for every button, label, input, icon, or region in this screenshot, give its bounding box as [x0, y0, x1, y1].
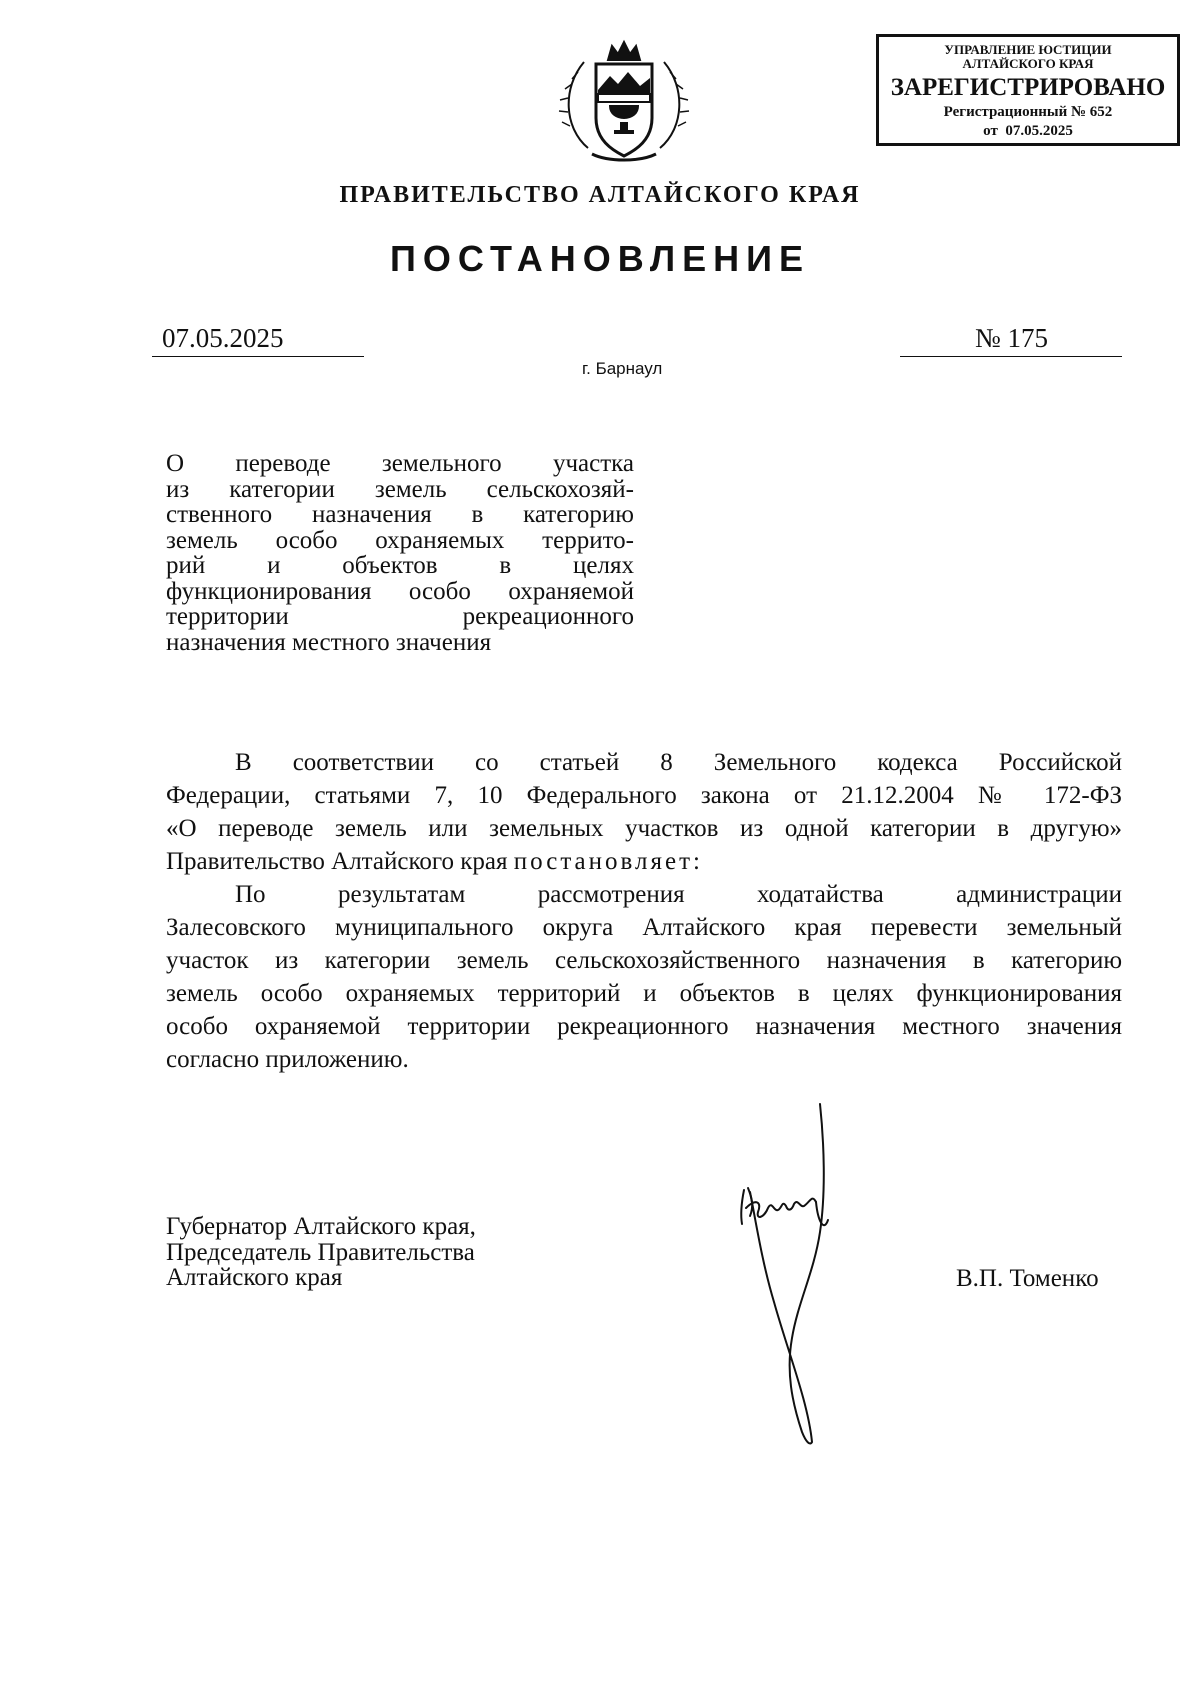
- signer-title-line: Алтайского края: [166, 1264, 343, 1291]
- registration-stamp: [876, 34, 1180, 146]
- government-title: ПРАВИТЕЛЬСТВО АЛТАЙСКОГО КРАЯ: [339, 182, 861, 208]
- subject-line: назначения местного значения: [166, 628, 492, 656]
- subject-line: О переводе земельного участка: [166, 450, 634, 477]
- document-body: [166, 746, 1122, 1076]
- document-type: ПОСТАНОВЛЕНИЕ: [390, 238, 810, 279]
- document-subject: [166, 451, 634, 655]
- subject-line: территории рекреационного: [166, 603, 634, 630]
- body-line: В соответствии со статьей 8 Земельного кодекса Российской: [235, 749, 1122, 776]
- stamp-org-line1: УПРАВЛЕНИЕ ЮСТИЦИИ: [944, 42, 1112, 57]
- resolution-verb: постановляет:: [513, 848, 703, 875]
- resolution-prefix: Правительство Алтайского края: [166, 848, 508, 875]
- document-date: 07.05.2025: [162, 323, 284, 353]
- body-line: земель особо охраняемых территорий и объектов в целях функционирования: [166, 980, 1122, 1007]
- body-line: «О переводе земель или земельных участков из одной категории в другую»: [166, 815, 1122, 842]
- stamp-reg-date: от 07.05.2025: [983, 123, 1073, 139]
- body-line: согласно приложению.: [166, 1046, 409, 1073]
- handwritten-signature-icon: [728, 1102, 860, 1448]
- signer-title-line: Председатель Правительства: [166, 1238, 475, 1266]
- coat-of-arms-icon: [558, 36, 690, 168]
- subject-line: ственного назначения в категорию: [166, 501, 634, 528]
- body-line: Залесовского муниципального округа Алтайского края перевести земельный: [166, 914, 1122, 941]
- subject-line: земель особо охраняемых террито-: [166, 526, 634, 554]
- body-line: [166, 845, 1122, 878]
- subject-line: функционирования особо охраняемой: [166, 577, 634, 605]
- body-line: особо охраняемой территории рекреационного назначения местного значения: [166, 1013, 1122, 1040]
- body-line: Федерации, статьями 7, 10 Федерального закона от 21.12.2004 № 172-ФЗ: [166, 782, 1122, 809]
- stamp-reg-number: Регистрационный № 652: [943, 104, 1113, 120]
- stamp-org-line2: АЛТАЙСКОГО КРАЯ: [962, 56, 1094, 71]
- body-line: По результатам рассмотрения ходатайства администрации: [235, 881, 1122, 908]
- city: г. Барнаул: [582, 359, 663, 378]
- signer-name: В.П. Томенко: [956, 1265, 1099, 1292]
- signer-title: [166, 1214, 476, 1291]
- body-line: участок из категории земель сельскохозяйственного назначения в категорию: [166, 947, 1122, 974]
- subject-line: из категории земель сельскохозяй-: [166, 475, 634, 503]
- signer-title-line: Губернатор Алтайского края,: [166, 1213, 476, 1240]
- stamp-status: ЗАРЕГИСТРИРОВАНО: [890, 74, 1166, 101]
- subject-line: рий и объектов в целях: [166, 552, 634, 579]
- document-number: № 175: [975, 323, 1049, 353]
